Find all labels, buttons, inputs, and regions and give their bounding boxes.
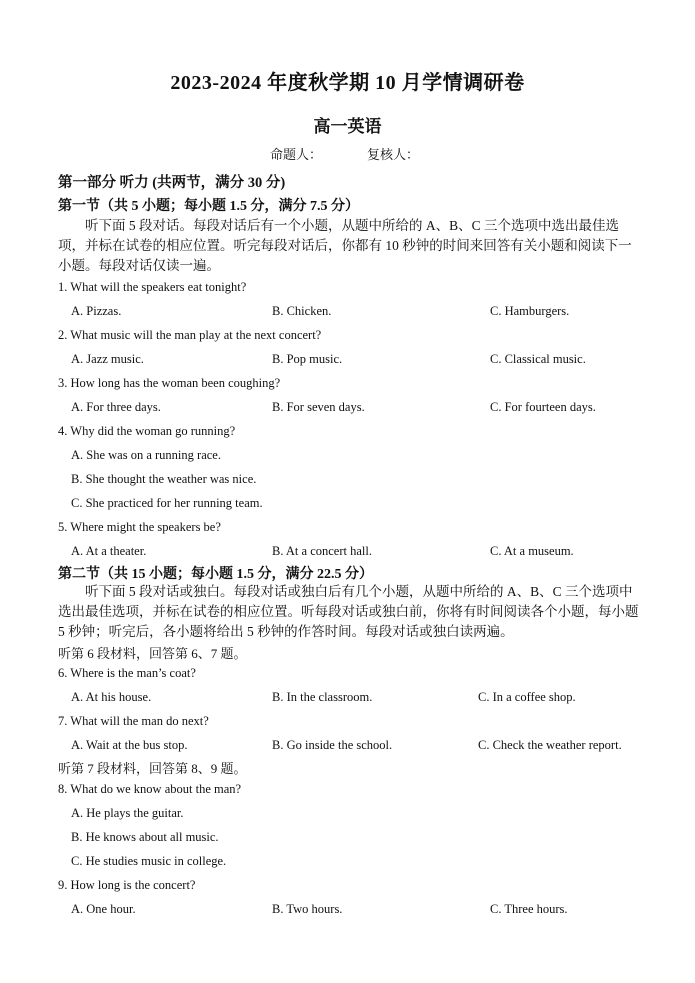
section1-instructions: 听下面 5 段对话。每段对话后有一个小题，从题中所给的 A、B、C 三个选项中选出最佳选项，并标在试卷的相应位置。听完每段对话后，你都有 10 秒钟的时间来回答有关小题和阅读下一小题。每段对话仅读一遍。 — [58, 218, 632, 273]
question-3: 3. How long has the woman been coughing? — [58, 376, 281, 390]
question-9: 9. How long is the concert? — [58, 878, 196, 892]
q5-option-c: C. At a museum. — [490, 544, 574, 558]
q6-option-c: C. In a coffee shop. — [478, 690, 576, 704]
q8-option-c: C. He studies music in college. — [71, 854, 227, 868]
reviewer-label: 复核人： — [367, 147, 420, 162]
q5-option-a: A. At a theater. — [71, 544, 147, 558]
q2-option-b: B. Pop music. — [272, 352, 343, 366]
q7-option-b: B. Go inside the school. — [272, 738, 393, 752]
q8-option-a: A. He plays the guitar. — [71, 806, 184, 820]
exam-title: 2023-2024 年度秋学期 10 月学情调研卷 — [170, 72, 525, 94]
question-4: 4. Why did the woman go running? — [58, 424, 236, 438]
q4-option-c: C. She practiced for her running team. — [71, 496, 263, 510]
q5-option-b: B. At a concert hall. — [272, 544, 372, 558]
setter-label: 命题人： — [270, 147, 323, 162]
q2-option-c: C. Classical music. — [490, 352, 586, 366]
q9-option-c: C. Three hours. — [490, 902, 568, 916]
q7-option-a: A. Wait at the bus stop. — [71, 738, 188, 752]
q9-option-b: B. Two hours. — [272, 902, 343, 916]
q6-option-a: A. At his house. — [71, 690, 152, 704]
question-2: 2. What music will the man play at the next concert? — [58, 328, 322, 342]
q4-option-a: A. She was on a running race. — [71, 448, 221, 462]
q9-option-a: A. One hour. — [71, 902, 136, 916]
q3-option-c: C. For fourteen days. — [490, 400, 596, 414]
material-6-note: 听第 6 段材料，回答第 6、7 题。 — [58, 646, 247, 661]
section2-instructions: 听下面 5 段对话或独白。每段对话或独白后有几个小题，从题中所给的 A、B、C 三个选项中选出最佳选项，并标在试卷的相应位置。听每段对话或独白前，你将有时间阅读各个小题，每小题 5 秒钟；听完后，各小题将给出 5 秒钟的作答时间。每段对话或独白读两遍。 — [58, 584, 639, 639]
question-6: 6. Where is the man’s coat? — [58, 666, 196, 680]
q6-option-b: B. In the classroom. — [272, 690, 373, 704]
section1-heading: 第一节（共 5 小题；每小题 1.5 分，满分 7.5 分） — [58, 199, 359, 214]
part1-heading: 第一部分 听力 (共两节，满分 30 分) — [58, 175, 286, 191]
exam-subject: 高一英语 — [313, 117, 382, 136]
q2-option-a: A. Jazz music. — [71, 352, 144, 366]
section2-heading: 第二节（共 15 小题；每小题 1.5 分，满分 22.5 分） — [58, 567, 373, 582]
q1-option-c: C. Hamburgers. — [490, 304, 570, 318]
material-7-note: 听第 7 段材料，回答第 8、9 题。 — [58, 761, 247, 776]
question-8: 8. What do we know about the man? — [58, 782, 242, 796]
q7-option-c: C. Check the weather report. — [478, 738, 622, 752]
q1-option-a: A. Pizzas. — [71, 304, 122, 318]
question-1: 1. What will the speakers eat tonight? — [58, 280, 247, 294]
q3-option-a: A. For three days. — [71, 400, 161, 414]
q4-option-b: B. She thought the weather was nice. — [71, 472, 257, 486]
q1-option-b: B. Chicken. — [272, 304, 332, 318]
question-7: 7. What will the man do next? — [58, 714, 209, 728]
q3-option-b: B. For seven days. — [272, 400, 365, 414]
question-5: 5. Where might the speakers be? — [58, 520, 221, 534]
q8-option-b: B. He knows about all music. — [71, 830, 219, 844]
